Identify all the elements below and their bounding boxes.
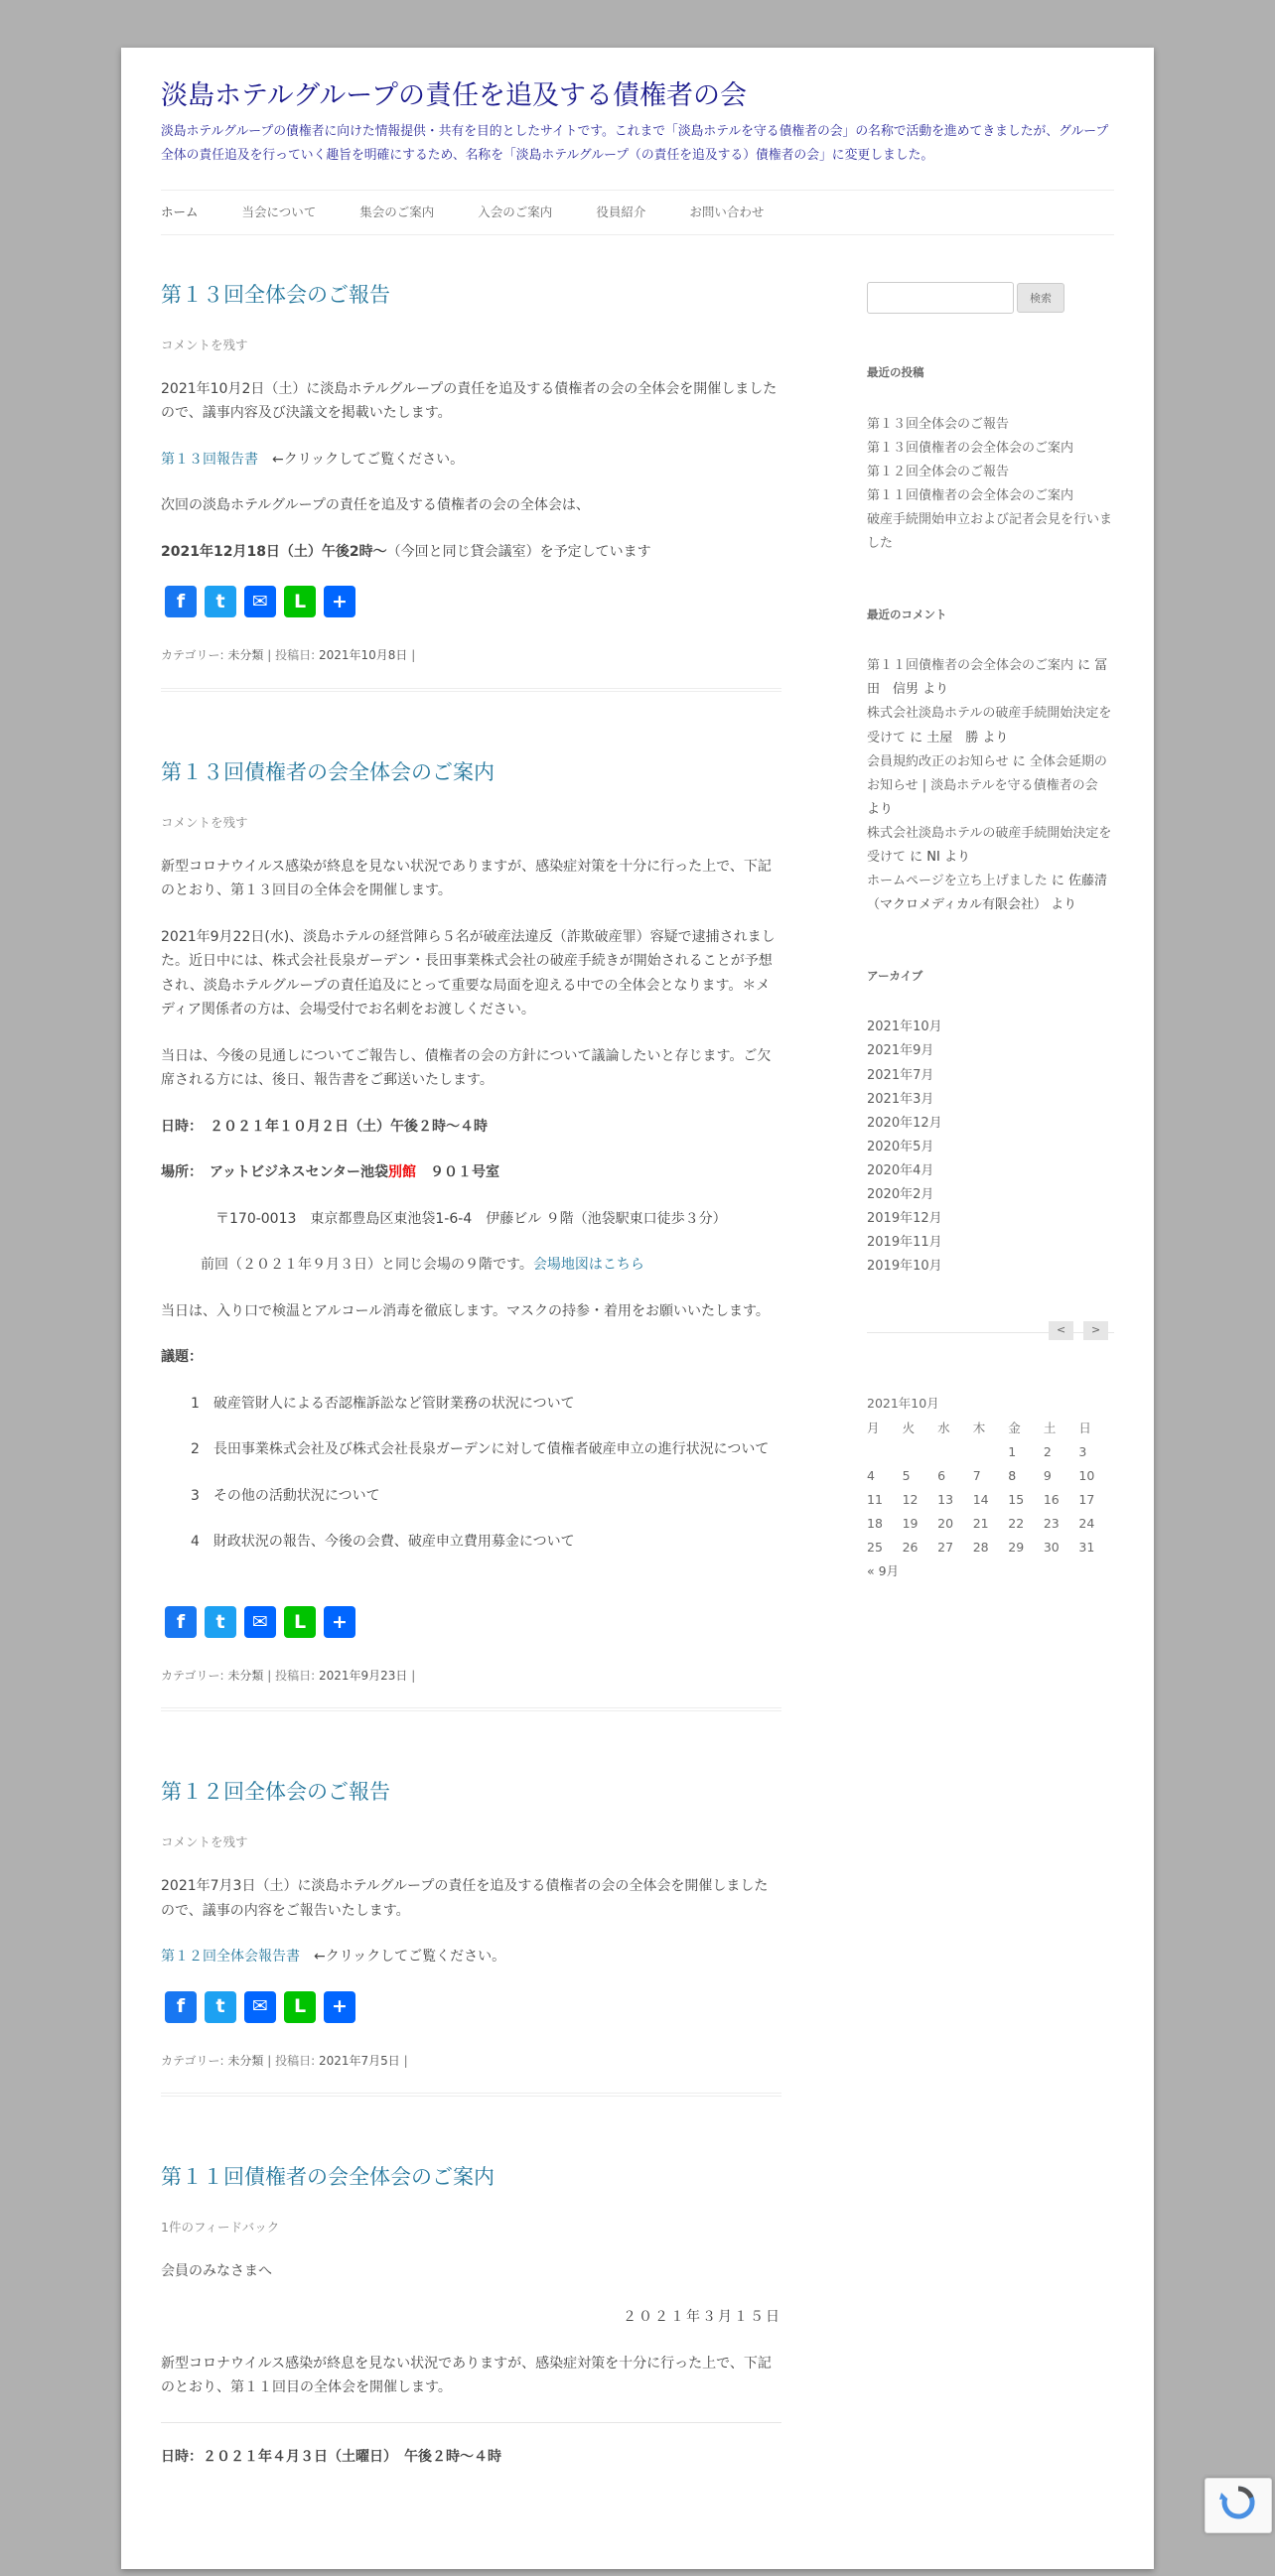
list-item: 第１１回債権者の会全体会のご案内 に 冨田 信男 より (867, 658, 1108, 698)
calendar-day: 4 (867, 1467, 875, 1483)
post-meta: カテゴリー: 未分類 | 投稿日: 2021年9月23日 | (161, 1668, 416, 1683)
archive-link[interactable]: 2020年4月 (867, 1162, 934, 1178)
share-buttons (165, 1606, 781, 1638)
calendar-day (937, 1439, 973, 1463)
calendar-day-header: 土 (1043, 1420, 1057, 1435)
date-link[interactable]: 2021年9月23日 (318, 1668, 408, 1683)
search-form (867, 282, 1114, 314)
post (161, 278, 781, 692)
calendar-day: 12 (902, 1491, 919, 1507)
share-icon[interactable]: + (324, 1606, 355, 1638)
date-link[interactable]: 2021年10月8日 (318, 648, 408, 663)
post-paragraph: 2021年9月22日(水)、淡島ホテルの経営陣ら５名が破産法違反（詐欺破産罪）容疑で逮捕されました。近日中には、株式会社長泉ガーデン・長田事業株式会社の破産手続きが開始されることが予想され、淡島ホテルグループの責任追及にとって重要な局面を迎える中での全体会となります。＊メディア関係者の方は、会場受付でお名刺をお渡しください。 (161, 928, 776, 1018)
post-paragraph: 〒170-0013 東京都豊島区東池袋1-6-4 伊藤ビル ９階（池袋駅東口徒歩３分） (215, 1210, 727, 1227)
calendar-day: 20 (937, 1515, 954, 1531)
calendar-day (973, 1439, 1009, 1463)
content (161, 266, 781, 2576)
agenda-item: 1 破産管財人による否認権訴訟など管財業務の状況について (191, 1395, 575, 1412)
widget-title: 最近のコメント (867, 607, 947, 621)
archive-link[interactable]: 2021年10月 (867, 1019, 942, 1035)
list-item (867, 461, 1114, 484)
post-paragraph: 日時：２０２１年４月３日（土曜日） 午後２時～４時 (161, 2448, 501, 2465)
list-item: 会員規約改正のお知らせ に 全体会延期のお知らせ | 淡島ホテルを守る債権者の会 より (867, 753, 1107, 817)
post-paragraph: 2021年10月2日（土）に淡島ホテルグループの責任を追及する債権者の会の全体会を開催しましたので、議事内容及び決議文を掲載いたします。 (161, 380, 778, 422)
post-paragraph: 会員のみなさまへ (161, 2262, 272, 2279)
calendar-day: 13 (937, 1491, 954, 1507)
calendar-day: 3 (1078, 1443, 1087, 1459)
agenda-item: 2 長田事業株式会社及び株式会社長泉ガーデンに対して債権者破産申立の進行状況について (191, 1441, 770, 1458)
category-link[interactable]: 未分類 (227, 1668, 264, 1683)
archive-link[interactable]: 2020年2月 (867, 1186, 934, 1202)
recent-post-link[interactable]: 第１３回全体会のご報告 (867, 416, 1010, 432)
list-item (867, 1112, 1114, 1136)
category-link[interactable]: 未分類 (227, 2053, 264, 2068)
post-date-right: ２０２１年３月１５日 (623, 2309, 781, 2326)
next-button[interactable]: > (1083, 1321, 1108, 1340)
calendar-day: 23 (1043, 1515, 1060, 1531)
line-icon[interactable]: L (284, 1991, 316, 2023)
calendar-day-link[interactable]: 8 (1008, 1467, 1017, 1483)
search-input[interactable] (867, 282, 1014, 314)
calendar-day-header: 木 (972, 1420, 986, 1435)
search-button[interactable]: 検索 (1017, 283, 1064, 313)
slider-nav (867, 1322, 1114, 1336)
calendar-day-header: 日 (1078, 1420, 1091, 1435)
calendar-day: 6 (937, 1467, 946, 1483)
post-paragraph: 場所： アットビジネスセンター池袋別館 ９０１号室 (161, 1164, 500, 1181)
calendar-day: 27 (937, 1539, 954, 1555)
comment-post-link[interactable]: 第１１回債権者の会全体会のご案内 (867, 658, 1074, 674)
list-item (867, 1136, 1114, 1159)
facebook-icon[interactable]: f (165, 586, 197, 617)
comment-author-link[interactable]: 全体会延期のお知らせ | 淡島ホテルを守る債権者の会 (867, 753, 1107, 793)
post-title[interactable]: 第１２回全体会のご報告 (161, 1780, 390, 1805)
category-link[interactable]: 未分類 (227, 648, 264, 663)
nav-officers[interactable]: 役員紹介 (596, 204, 646, 220)
nav-meetings[interactable]: 集会のご案内 (359, 204, 435, 220)
archive-link[interactable]: 2021年3月 (867, 1091, 934, 1107)
list-item (867, 1039, 1114, 1063)
facebook-icon[interactable]: f (165, 1991, 197, 2023)
archive-link[interactable]: 2019年12月 (867, 1210, 942, 1226)
calendar-day: 29 (1008, 1539, 1025, 1555)
line-icon[interactable]: L (284, 586, 316, 617)
main-nav (161, 190, 1114, 235)
nav-contact[interactable]: お問い合わせ (689, 204, 765, 220)
recent-comments (867, 654, 1114, 917)
post-paragraph: 2021年12月18日（土）午後2時～（今回と同じ貸会議室）を予定しています (161, 543, 651, 560)
post-paragraph: 新型コロナウイルス感染が終息を見ない状況でありますが、感染症対策を十分に行った上で、下記のとおり、第１１回目の全体会を開催します。 (161, 2355, 772, 2396)
comment-link[interactable]: 1件のフィードバック (161, 2219, 280, 2235)
post-meta: カテゴリー: 未分類 | 投稿日: 2021年10月8日 | (161, 648, 416, 663)
calendar-day: 15 (1008, 1491, 1025, 1507)
calendar-day-header: 水 (937, 1420, 950, 1435)
comment-link[interactable]: コメントを残す (161, 1833, 248, 1849)
calendar-day: 22 (1008, 1515, 1025, 1531)
list-item (867, 437, 1114, 461)
twitter-icon[interactable]: t (205, 586, 236, 617)
calendar-day: 16 (1043, 1491, 1060, 1507)
list-item: 株式会社淡島ホテルの破産手続開始決定を受けて に NI より (867, 825, 1112, 865)
twitter-icon[interactable]: t (205, 1991, 236, 2023)
site-description: 淡島ホテルグループの債権者に向けた情報提供・共有を目的としたサイトです。これまで「淡島ホテルを守る債権者の会」の名称で活動を進めてきましたが、グループ全体の責任追及を行っていく趣旨を明確にするため、名称を「淡島ホテルグループ（の責任を追及する）債権者の会」に変更しました。 (161, 124, 1109, 163)
calendar-day: 28 (972, 1539, 989, 1555)
archive-link[interactable]: 2019年10月 (867, 1258, 942, 1274)
sidebar (867, 282, 1114, 1581)
recaptcha-badge[interactable] (1204, 2478, 1272, 2533)
calendar-day: 11 (867, 1491, 883, 1507)
comment-post-link[interactable]: 株式会社淡島ホテルの破産手続開始決定を受けて (867, 706, 1112, 746)
post-paragraph: 当日は、入り口で検温とアルコール消毒を徹底します。マスクの持参・着用をお願いいたします。 (161, 1302, 770, 1319)
recaptcha-icon (1205, 2479, 1271, 2532)
share-buttons (165, 1991, 781, 2023)
nav-join[interactable]: 入会のご案内 (478, 204, 553, 220)
recent-post-link[interactable]: 第１１回債権者の会全体会のご案内 (867, 487, 1074, 503)
recent-post-link[interactable]: 破産手続開始申立および記者会見を行いました (867, 511, 1113, 551)
post-paragraph: 当日は、今後の見通しについてご報告し、債権者の会の方針について議論したいと存じます。ご欠席される方には、後日、報告書をご郵送いたします。 (161, 1047, 772, 1089)
report-link[interactable]: 第１２回全体会報告書 (161, 1949, 300, 1966)
list-item: 株式会社淡島ホテルの破産手続開始決定を受けて に 土屋 勝 より (867, 706, 1112, 746)
nav-about[interactable]: 当会について (241, 204, 317, 220)
calendar-day: 31 (1078, 1539, 1095, 1555)
calendar-day (867, 1439, 903, 1463)
list-item (867, 484, 1114, 508)
archive-list (867, 1016, 1114, 1279)
post-title[interactable]: 第１３回全体会のご報告 (161, 283, 390, 307)
calendar-day: 1 (1008, 1443, 1017, 1459)
page (121, 48, 1154, 2569)
comment-post-link[interactable]: ホームページを立ち上げました (867, 873, 1048, 888)
widget-title: 最近の投稿 (867, 365, 924, 379)
calendar-day (1008, 1463, 1044, 1487)
prev-button[interactable]: < (1049, 1321, 1073, 1340)
calendar-day: 30 (1043, 1539, 1060, 1555)
calendar-day: 14 (972, 1491, 989, 1507)
post (161, 1775, 781, 2097)
agenda-item: 3 その他の活動状況について (191, 1487, 380, 1504)
calendar-day (903, 1439, 938, 1463)
nav-home[interactable]: ホーム (161, 204, 199, 220)
list-item (867, 1231, 1114, 1255)
list-item (867, 1159, 1114, 1183)
email-icon[interactable]: ✉ (244, 1991, 276, 2023)
list-item: ホームページを立ち上げました に 佐藤清（マクロメディカル有限会社） より (867, 873, 1108, 912)
post-paragraph: 前回（２０２１年９月３日）と同じ会場の９階です。会場地図はこちら (201, 1257, 644, 1274)
comment-link[interactable]: コメントを残す (161, 337, 248, 352)
archive-link[interactable]: 2021年9月 (867, 1043, 934, 1059)
list-item (867, 413, 1114, 437)
calendar-day: 10 (1078, 1467, 1095, 1483)
list-item (867, 1255, 1114, 1279)
archive-link[interactable]: 2021年7月 (867, 1067, 934, 1083)
email-icon[interactable]: ✉ (244, 586, 276, 617)
line-icon[interactable]: L (284, 1606, 316, 1638)
calendar-day: 9 (1043, 1467, 1052, 1483)
recent-posts (867, 413, 1114, 556)
share-icon[interactable]: + (324, 586, 355, 617)
post-paragraph: 第１２回全体会報告書 ←クリックしてご覧ください。 (161, 1949, 506, 1966)
calendar-day: 25 (867, 1539, 883, 1555)
agenda-item: 4 財政状況の報告、今後の会費、破産申立費用募金について (191, 1534, 575, 1551)
calendar-caption: 2021年10月 (867, 1395, 939, 1411)
comment-post-link[interactable]: 株式会社淡島ホテルの破産手続開始決定を受けて (867, 825, 1112, 865)
comment-post-link[interactable]: 会員規約改正のお知らせ (867, 753, 1009, 769)
calendar (867, 1393, 1114, 1559)
post-title[interactable]: 第１１回債権者の会全体会のご案内 (161, 2164, 495, 2189)
list-item (867, 1207, 1114, 1231)
recent-post-link[interactable]: 第１２回全体会のご報告 (867, 464, 1010, 479)
post-paragraph: 新型コロナウイルス感染が終息を見ない状況でありますが、感染症対策を十分に行った上で、下記のとおり、第１３回目の全体会を開催します。 (161, 858, 772, 899)
calendar-day: 17 (1078, 1491, 1095, 1507)
list-item (867, 1183, 1114, 1207)
calendar-day: 26 (902, 1539, 919, 1555)
recent-post-link[interactable]: 第１３回債権者の会全体会のご案内 (867, 440, 1074, 456)
divider (161, 2422, 781, 2423)
share-buttons (165, 586, 781, 617)
calendar-day: 18 (867, 1515, 883, 1531)
list-item (867, 1016, 1114, 1039)
calendar-day: 21 (972, 1515, 989, 1531)
facebook-icon[interactable]: f (165, 1606, 197, 1638)
calendar-day-header: 火 (902, 1420, 916, 1435)
post-meta: カテゴリー: 未分類 | 投稿日: 2021年7月5日 | (161, 2053, 408, 2068)
list-item (867, 1088, 1114, 1112)
calendar-day: 7 (972, 1467, 981, 1483)
site-title[interactable]: 淡島ホテルグループの責任を追及する債権者の会 (161, 80, 747, 111)
post-paragraph: 日時： ２０２１年１０月２日（土）午後２時～４時 (161, 1118, 488, 1135)
post-paragraph: 議題： (161, 1349, 203, 1366)
date-link[interactable]: 2021年7月5日 (318, 2053, 400, 2068)
calendar-day: 19 (902, 1515, 919, 1531)
post-title[interactable]: 第１３回債権者の会全体会のご案内 (161, 759, 495, 784)
post-paragraph: 次回の淡島ホテルグループの責任を追及する債権者の会の全体会は、 (161, 497, 590, 514)
calendar-day-header: 月 (867, 1420, 880, 1435)
widget-title: アーカイブ (867, 968, 923, 983)
calendar-prev-link[interactable]: « 9月 (867, 1563, 900, 1579)
archive-link[interactable]: 2020年5月 (867, 1139, 934, 1154)
post-paragraph: 第１３回報告書 ←クリックしてご覧ください。 (161, 451, 465, 468)
share-icon[interactable]: + (324, 1991, 355, 2023)
calendar-day-header: 金 (1008, 1420, 1021, 1435)
calendar-day: 24 (1078, 1515, 1095, 1531)
map-link[interactable]: 会場地図はこちら (532, 1257, 644, 1274)
list-item (867, 508, 1114, 556)
archive-link[interactable]: 2020年12月 (867, 1115, 942, 1131)
twitter-icon[interactable]: t (205, 1606, 236, 1638)
post-paragraph: 2021年7月3日（土）に淡島ホテルグループの責任を追及する債権者の会の全体会を開催しましたので、議事の内容をご報告いたします。 (161, 1878, 769, 1919)
post (161, 2160, 781, 2512)
archive-link[interactable]: 2019年11月 (867, 1234, 942, 1250)
comment-link[interactable]: コメントを残す (161, 814, 248, 830)
post (161, 755, 781, 1711)
list-item (867, 1064, 1114, 1088)
report-link[interactable]: 第１３回報告書 (161, 451, 258, 468)
email-icon[interactable]: ✉ (244, 1606, 276, 1638)
calendar-day: 2 (1043, 1443, 1052, 1459)
calendar-day: 5 (902, 1467, 911, 1483)
